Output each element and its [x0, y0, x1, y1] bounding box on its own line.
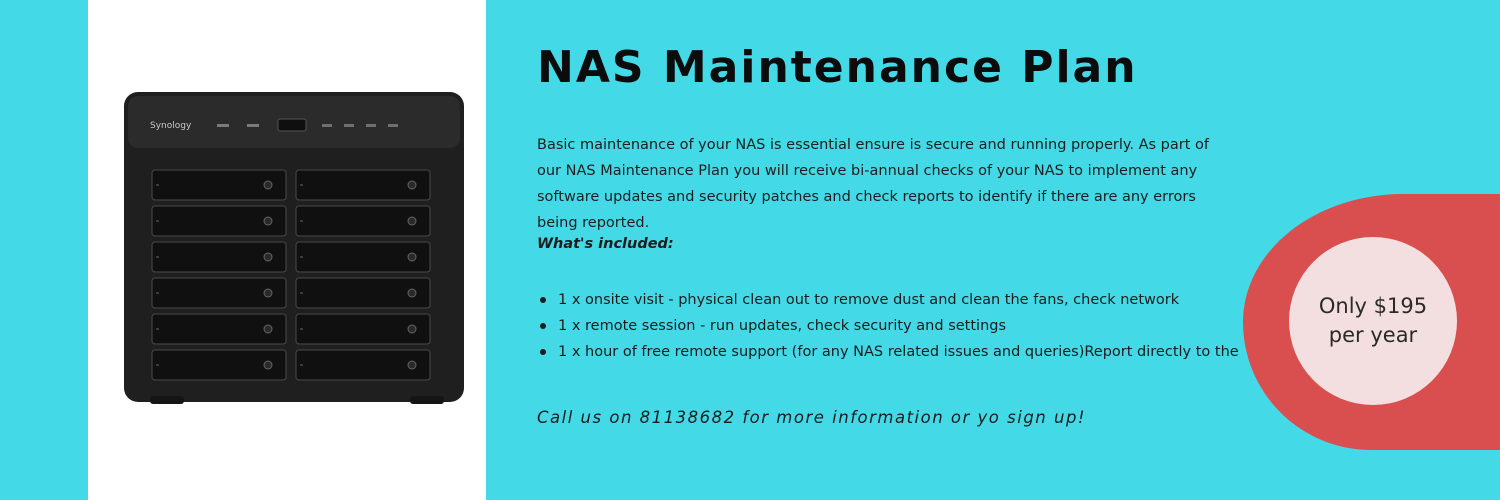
drive-bay-latch — [264, 289, 272, 297]
page-title: NAS Maintenance Plan — [537, 42, 1138, 93]
drive-bay-latch — [408, 325, 416, 333]
drive-bay-led — [156, 364, 159, 366]
drive-bay-led — [300, 292, 303, 294]
drive-bay-latch — [408, 361, 416, 369]
drive-bay-latch — [264, 253, 272, 261]
brand-logo: Synology — [150, 121, 192, 131]
drive-bay-latch — [264, 361, 272, 369]
nas-device-image — [122, 90, 466, 410]
drive-bay-led — [300, 220, 303, 222]
drive-bay-latch — [264, 217, 272, 225]
feature-item: 1 x remote session - run updates, check security and settings — [537, 313, 1239, 339]
drive-bay-latch — [408, 253, 416, 261]
drive-bay-latch — [408, 181, 416, 189]
plan-description: Basic maintenance of your NAS is essential ensure is secure and running properly. As part of our NAS Maintenance Plan you will receive bi-annual checks of your NAS to implement any software updates and security patches and check reports to identify if there are any errors being reported. — [537, 137, 1209, 231]
drive-bay-led — [156, 256, 159, 258]
drive-bay-led — [300, 256, 303, 258]
feature-item: 1 x hour of free remote support (for any NAS related issues and queries)Report directly to the — [537, 339, 1239, 365]
product-image-panel — [88, 0, 486, 500]
price-amount: Only $195 — [1318, 294, 1428, 318]
price-period: per year — [1328, 323, 1418, 347]
included-heading: What's included: — [537, 236, 674, 252]
drive-bay-led — [156, 220, 159, 222]
feature-list — [537, 287, 1239, 365]
price-badge — [1289, 237, 1457, 405]
drive-bay-latch — [264, 181, 272, 189]
drive-bay-led — [300, 364, 303, 366]
feature-item: 1 x onsite visit - physical clean out to remove dust and clean the fans, check network — [537, 287, 1239, 313]
drive-bay-led — [300, 184, 303, 186]
drive-bay-latch — [264, 325, 272, 333]
drive-bay-led — [156, 328, 159, 330]
call-to-action: Call us on 81138682 for more information or yo sign up! — [537, 408, 1087, 427]
drive-bay-led — [300, 328, 303, 330]
drive-bay-latch — [408, 217, 416, 225]
drive-bay-led — [156, 292, 159, 294]
drive-bay-latch — [408, 289, 416, 297]
drive-bay-led — [156, 184, 159, 186]
